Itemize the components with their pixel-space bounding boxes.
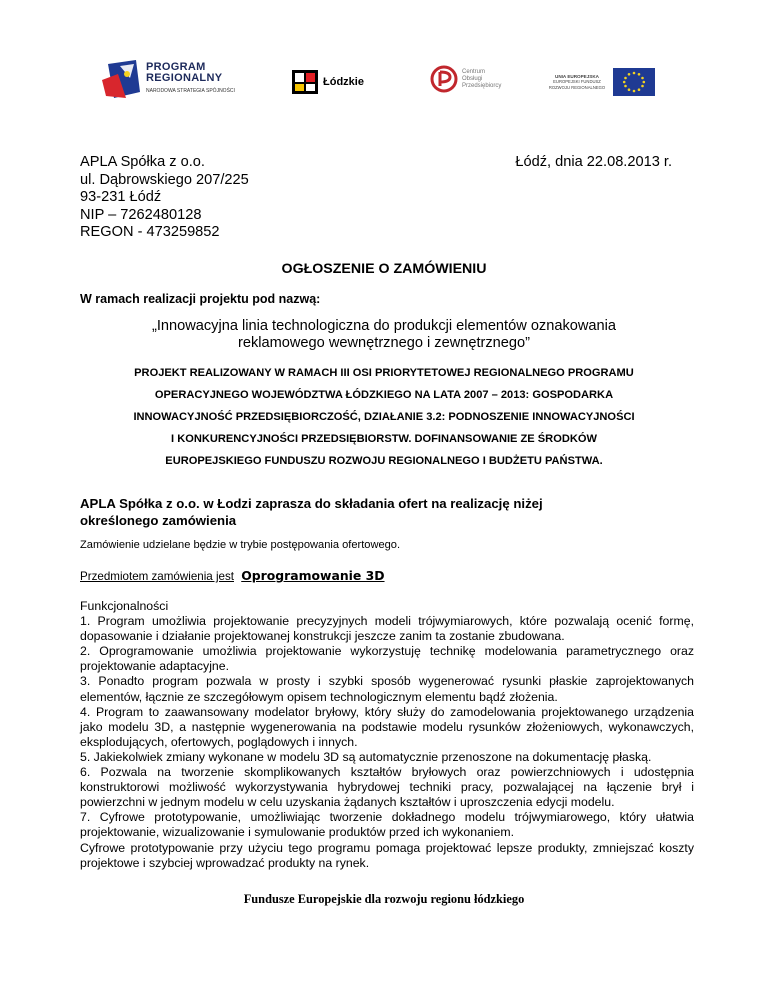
sender-regon: REGON - 473259852 — [80, 224, 220, 241]
project-program-line1: PROJEKT REALIZOWANY W RAMACH III OSI PRIORYTETOWEJ REGIONALNEGO PROGRAMU — [134, 367, 634, 379]
project-program-line5: EUROPEJSKIEGO FUNDUSZU ROZWOJU REGIONALNEGO I BUDŻETU PAŃSTWA. — [165, 455, 603, 467]
invitation-line1: APLA Spółka z o.o. w Łodzi zaprasza do składania ofert na realizację niżej — [80, 496, 543, 511]
functionality-item-4: 4. Program to zaawansowany modelator bryłowy, który służy do zamodelowania projektowanego urządzenia jako modelu 3D, a następnie wygenerowania na podstawie modelu rysunków złożeniowych, wykonawczych, eksplodujących, ofertowych, poglądowych i innych. — [80, 704, 694, 749]
functionality-section — [80, 599, 694, 871]
document-title: OGŁOSZENIE O ZAMÓWIENIU — [281, 261, 487, 277]
project-program-line3: INNOWACYJNOŚĆ PRZEDSIĘBIORCZOŚĆ, DZIAŁANIE 3.2: PODNOSZENIE INNOWACYJNOŚCI — [133, 411, 635, 423]
functionality-item-7: 7. Cyfrowe prototypowanie, umożliwiając tworzenie dokładnego modelu trójwymiarowego, który ułatwia projektowanie, wizualizowanie i symulowanie produktów przed ich wykonaniem. — [80, 810, 694, 840]
functionality-heading: Funkcjonalności — [80, 599, 169, 613]
functionality-item-2: 2. Oprogramowanie umożliwia projektowanie wykorzystuję technikę modelowania parametrycznego oraz projektowanie adaptacyjne. — [80, 644, 694, 674]
invitation-heading — [80, 495, 543, 529]
project-program — [0, 362, 768, 472]
lodzkie-emblem-icon — [292, 70, 318, 94]
place-date: Łódź, dnia 22.08.2013 r. — [515, 154, 672, 170]
project-name-line2: reklamowego wewnętrznego i zewnętrznego” — [237, 335, 531, 351]
functionality-item-5: 5. Jakiekolwiek zmiany wykonane w modelu 3D są automatycznie przenoszone na dokumentację płaską. — [80, 749, 652, 764]
eu-logo-line2: EUROPEJSKI FUNDUSZ — [553, 79, 601, 85]
intro-text: W ramach realizacji projektu pod nazwą: — [80, 292, 321, 306]
eu-logo-line3: ROZWOJU REGIONALNEGO — [548, 84, 606, 90]
page-footer: Fundusze Europejskie dla rozwoju regionu łódzkiego — [243, 892, 525, 906]
eu-logo — [546, 68, 655, 96]
project-program-line2: OPERACYJNEGO WOJEWÓDZTWA ŁÓDZKIEGO NA LATA 2007 – 2013: GOSPODARKA — [154, 389, 614, 401]
functionality-summary: Cyfrowe prototypowanie przy użyciu tego programu pomaga projektować lepsze produkty, zmniejszać koszty projektowe i szybciej wprowadzać produkty na rynek. — [80, 840, 694, 870]
centrum-obslugi-emblem-icon — [430, 64, 458, 94]
sender-company: APLA Spółka z o.o. — [80, 154, 205, 170]
centrum-logo-line2: Obsługi — [462, 75, 483, 82]
sender-address — [80, 154, 249, 242]
program-regionalny-emblem-icon — [100, 58, 142, 100]
centrum-logo-line1: Centrum — [462, 68, 486, 75]
header-logos — [100, 58, 670, 108]
lodzkie-logo-label: Łódzkie — [323, 76, 364, 88]
sender-nip: NIP – 7262480128 — [80, 206, 202, 223]
invitation-line2: określonego zamówienia — [80, 513, 237, 528]
order-subject-label: Przedmiotem zamówienia jest — [80, 570, 234, 583]
sender-street: ul. Dąbrowskiego 207/225 — [80, 171, 249, 188]
project-name-line1: „Innowacyjna linia technologiczna do produkcji elementów oznakowania — [151, 318, 617, 334]
eu-flag-icon — [613, 68, 655, 96]
program-logo-line2: REGIONALNY — [146, 71, 223, 84]
eu-logo-line1: UNIA EUROPEJSKA — [555, 73, 599, 79]
functionality-item-1: 1. Program umożliwia projektowanie precyzyjnych modeli trójwymiarowych, które pozwalają ocenić formę, dopasowanie i działanie projektowanej konstrukcji jeszcze zanim ta zostanie zbudowana. — [80, 614, 694, 644]
order-subject — [80, 568, 385, 583]
project-name — [0, 318, 768, 352]
order-subject-value: Oprogramowanie 3D — [241, 568, 385, 583]
program-regionalny-logo — [100, 58, 235, 100]
centrum-logo-line3: Przedsiębiorcy — [462, 82, 502, 89]
functionality-item-3: 3. Ponadto program pozwala w prosty i szybki sposób wygenerować rysunki płaskie zaprojektowanych elementów, łącznie ze szczegółowym opisem technologicznym elementu bądź złożenia. — [80, 674, 694, 704]
procedure-text: Zamówienie udzielane będzie w trybie postępowania ofertowego. — [80, 539, 401, 551]
sender-postal: 93-231 Łódź — [80, 189, 162, 206]
functionality-item-6: 6. Pozwala na tworzenie skomplikowanych kształtów bryłowych oraz powierzchniowych i udostępnia konstruktorowi możliwość wykorzystywania hybrydowej techniki pracy, pozwalającej na łączenie brył i powierzchni w jednym modelu w celu uzyskania żądanych kształtów i uproszczenia edycji modelu. — [80, 765, 694, 810]
project-program-line4: I KONKURENCYJNOŚCI PRZEDSIĘBIORSTW. DOFINANSOWANIE ZE ŚRODKÓW — [171, 433, 597, 445]
lodzkie-logo — [292, 70, 364, 94]
centrum-obslugi-logo — [430, 64, 522, 94]
program-logo-tagline: NARODOWA STRATEGIA SPÓJNOŚCI — [146, 87, 235, 94]
program-logo-line1: PROGRAM — [146, 60, 206, 73]
